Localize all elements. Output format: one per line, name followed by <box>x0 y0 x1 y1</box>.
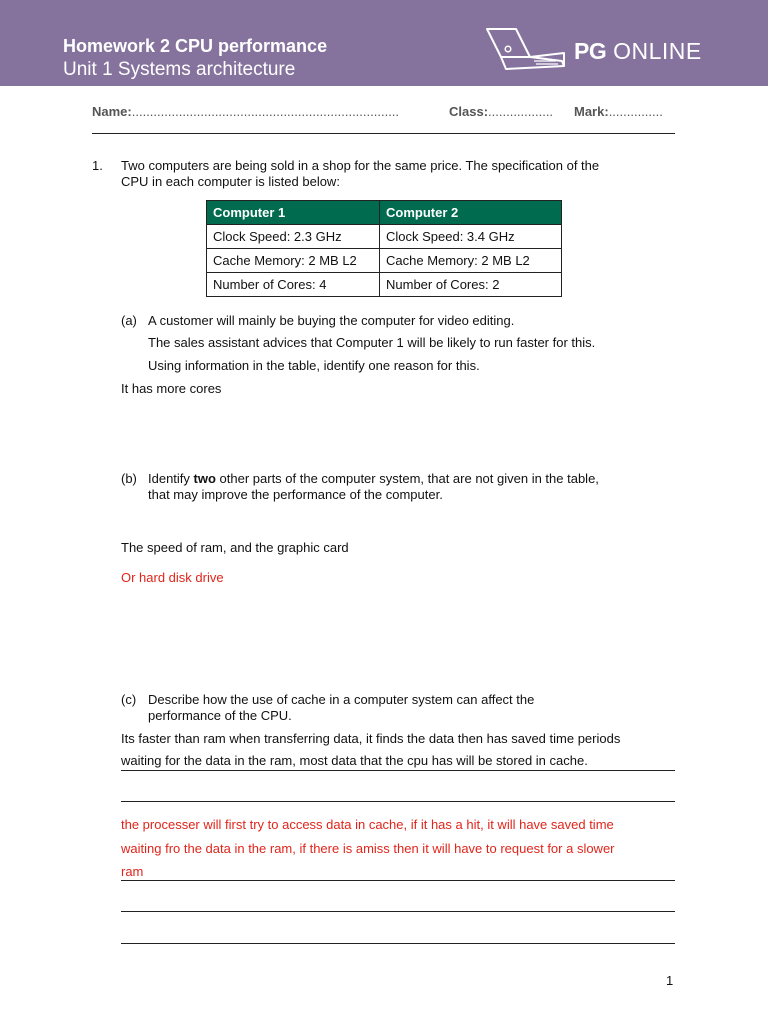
question-intro-line-1: Two computers are being sold in a shop for the same price. The specification of the <box>121 158 600 173</box>
answer-rule <box>121 770 675 771</box>
cpu-spec-table <box>206 200 562 297</box>
part-b-answer: The speed of ram, and the graphic card <box>121 540 349 555</box>
laptop-logo-icon <box>484 27 568 73</box>
name-field <box>92 104 399 119</box>
class-field <box>449 104 553 119</box>
header-banner <box>0 0 768 86</box>
class-dots: .................. <box>488 104 554 119</box>
answer-rule <box>121 943 675 944</box>
answer-rule <box>121 880 675 881</box>
part-c-correction-line-3: ram <box>121 864 144 879</box>
part-a-line-2: The sales assistant advices that Computer 1 will be likely to run faster for this. <box>148 335 596 350</box>
name-dots: .......................................................................... <box>131 104 400 119</box>
table-cell: Number of Cores: 4 <box>207 273 380 297</box>
part-b-label: (b) <box>121 471 137 486</box>
part-c-answer-line-2: waiting for the data in the ram, most data that the cpu has will be stored in cache. <box>121 753 588 768</box>
document-title: Homework 2 CPU performance <box>63 36 328 56</box>
name-label: Name: <box>92 104 132 119</box>
mark-field <box>574 104 663 119</box>
question-number: 1. <box>92 158 103 173</box>
answer-rule <box>121 801 675 802</box>
table-row <box>207 225 562 249</box>
table-cell: Clock Speed: 3.4 GHz <box>380 225 562 249</box>
class-label: Class: <box>449 104 489 119</box>
part-c-correction-line-2: waiting fro the data in the ram, if there is amiss then it will have to request for a slower <box>121 841 615 856</box>
table-cell: Clock Speed: 2.3 GHz <box>207 225 380 249</box>
part-b-emphasis-two: two <box>193 471 216 486</box>
part-b-line-1 <box>148 471 599 487</box>
part-c-line-1: Describe how the use of cache in a computer system can affect the <box>148 692 535 707</box>
table-cell: Number of Cores: 2 <box>380 273 562 297</box>
part-c-line-2: performance of the CPU. <box>148 708 292 723</box>
table-header-row <box>207 201 562 225</box>
part-c-correction-line-1: the processer will first try to access data in cache, if it has a hit, it will have saved time <box>121 817 614 832</box>
table-row <box>207 249 562 273</box>
part-b-line-2: that may improve the performance of the computer. <box>148 487 443 502</box>
mark-dots: ............... <box>608 104 663 119</box>
logo-text-light: ONLINE <box>613 38 702 64</box>
part-b-line-1-start: Identify <box>148 471 194 486</box>
table-cell: Cache Memory: 2 MB L2 <box>380 249 562 273</box>
part-b-correction: Or hard disk drive <box>121 570 224 585</box>
logo-text-bold: PG <box>574 38 607 64</box>
question-intro-line-2: CPU in each computer is listed below: <box>121 174 340 189</box>
answer-rule <box>121 911 675 912</box>
part-a-answer: It has more cores <box>121 381 222 396</box>
part-b-line-1-end: other parts of the computer system, that are not given in the table, <box>215 471 599 486</box>
pg-online-logo <box>574 38 702 65</box>
part-c-label: (c) <box>121 692 137 707</box>
table-header-computer-2: Computer 2 <box>380 201 562 225</box>
part-a-line-3: Using information in the table, identify one reason for this. <box>148 358 480 373</box>
table-cell: Cache Memory: 2 MB L2 <box>207 249 380 273</box>
part-c-answer-line-1: Its faster than ram when transferring data, it finds the data then has saved time periods <box>121 731 621 746</box>
header-divider <box>92 133 675 134</box>
mark-label: Mark: <box>574 104 609 119</box>
part-a-line-1: A customer will mainly be buying the computer for video editing. <box>148 313 515 328</box>
page-number: 1 <box>666 973 674 988</box>
table-header-computer-1: Computer 1 <box>207 201 380 225</box>
part-a-label: (a) <box>121 313 137 328</box>
document-subtitle: Unit 1 Systems architecture <box>63 59 296 80</box>
table-row <box>207 273 562 297</box>
